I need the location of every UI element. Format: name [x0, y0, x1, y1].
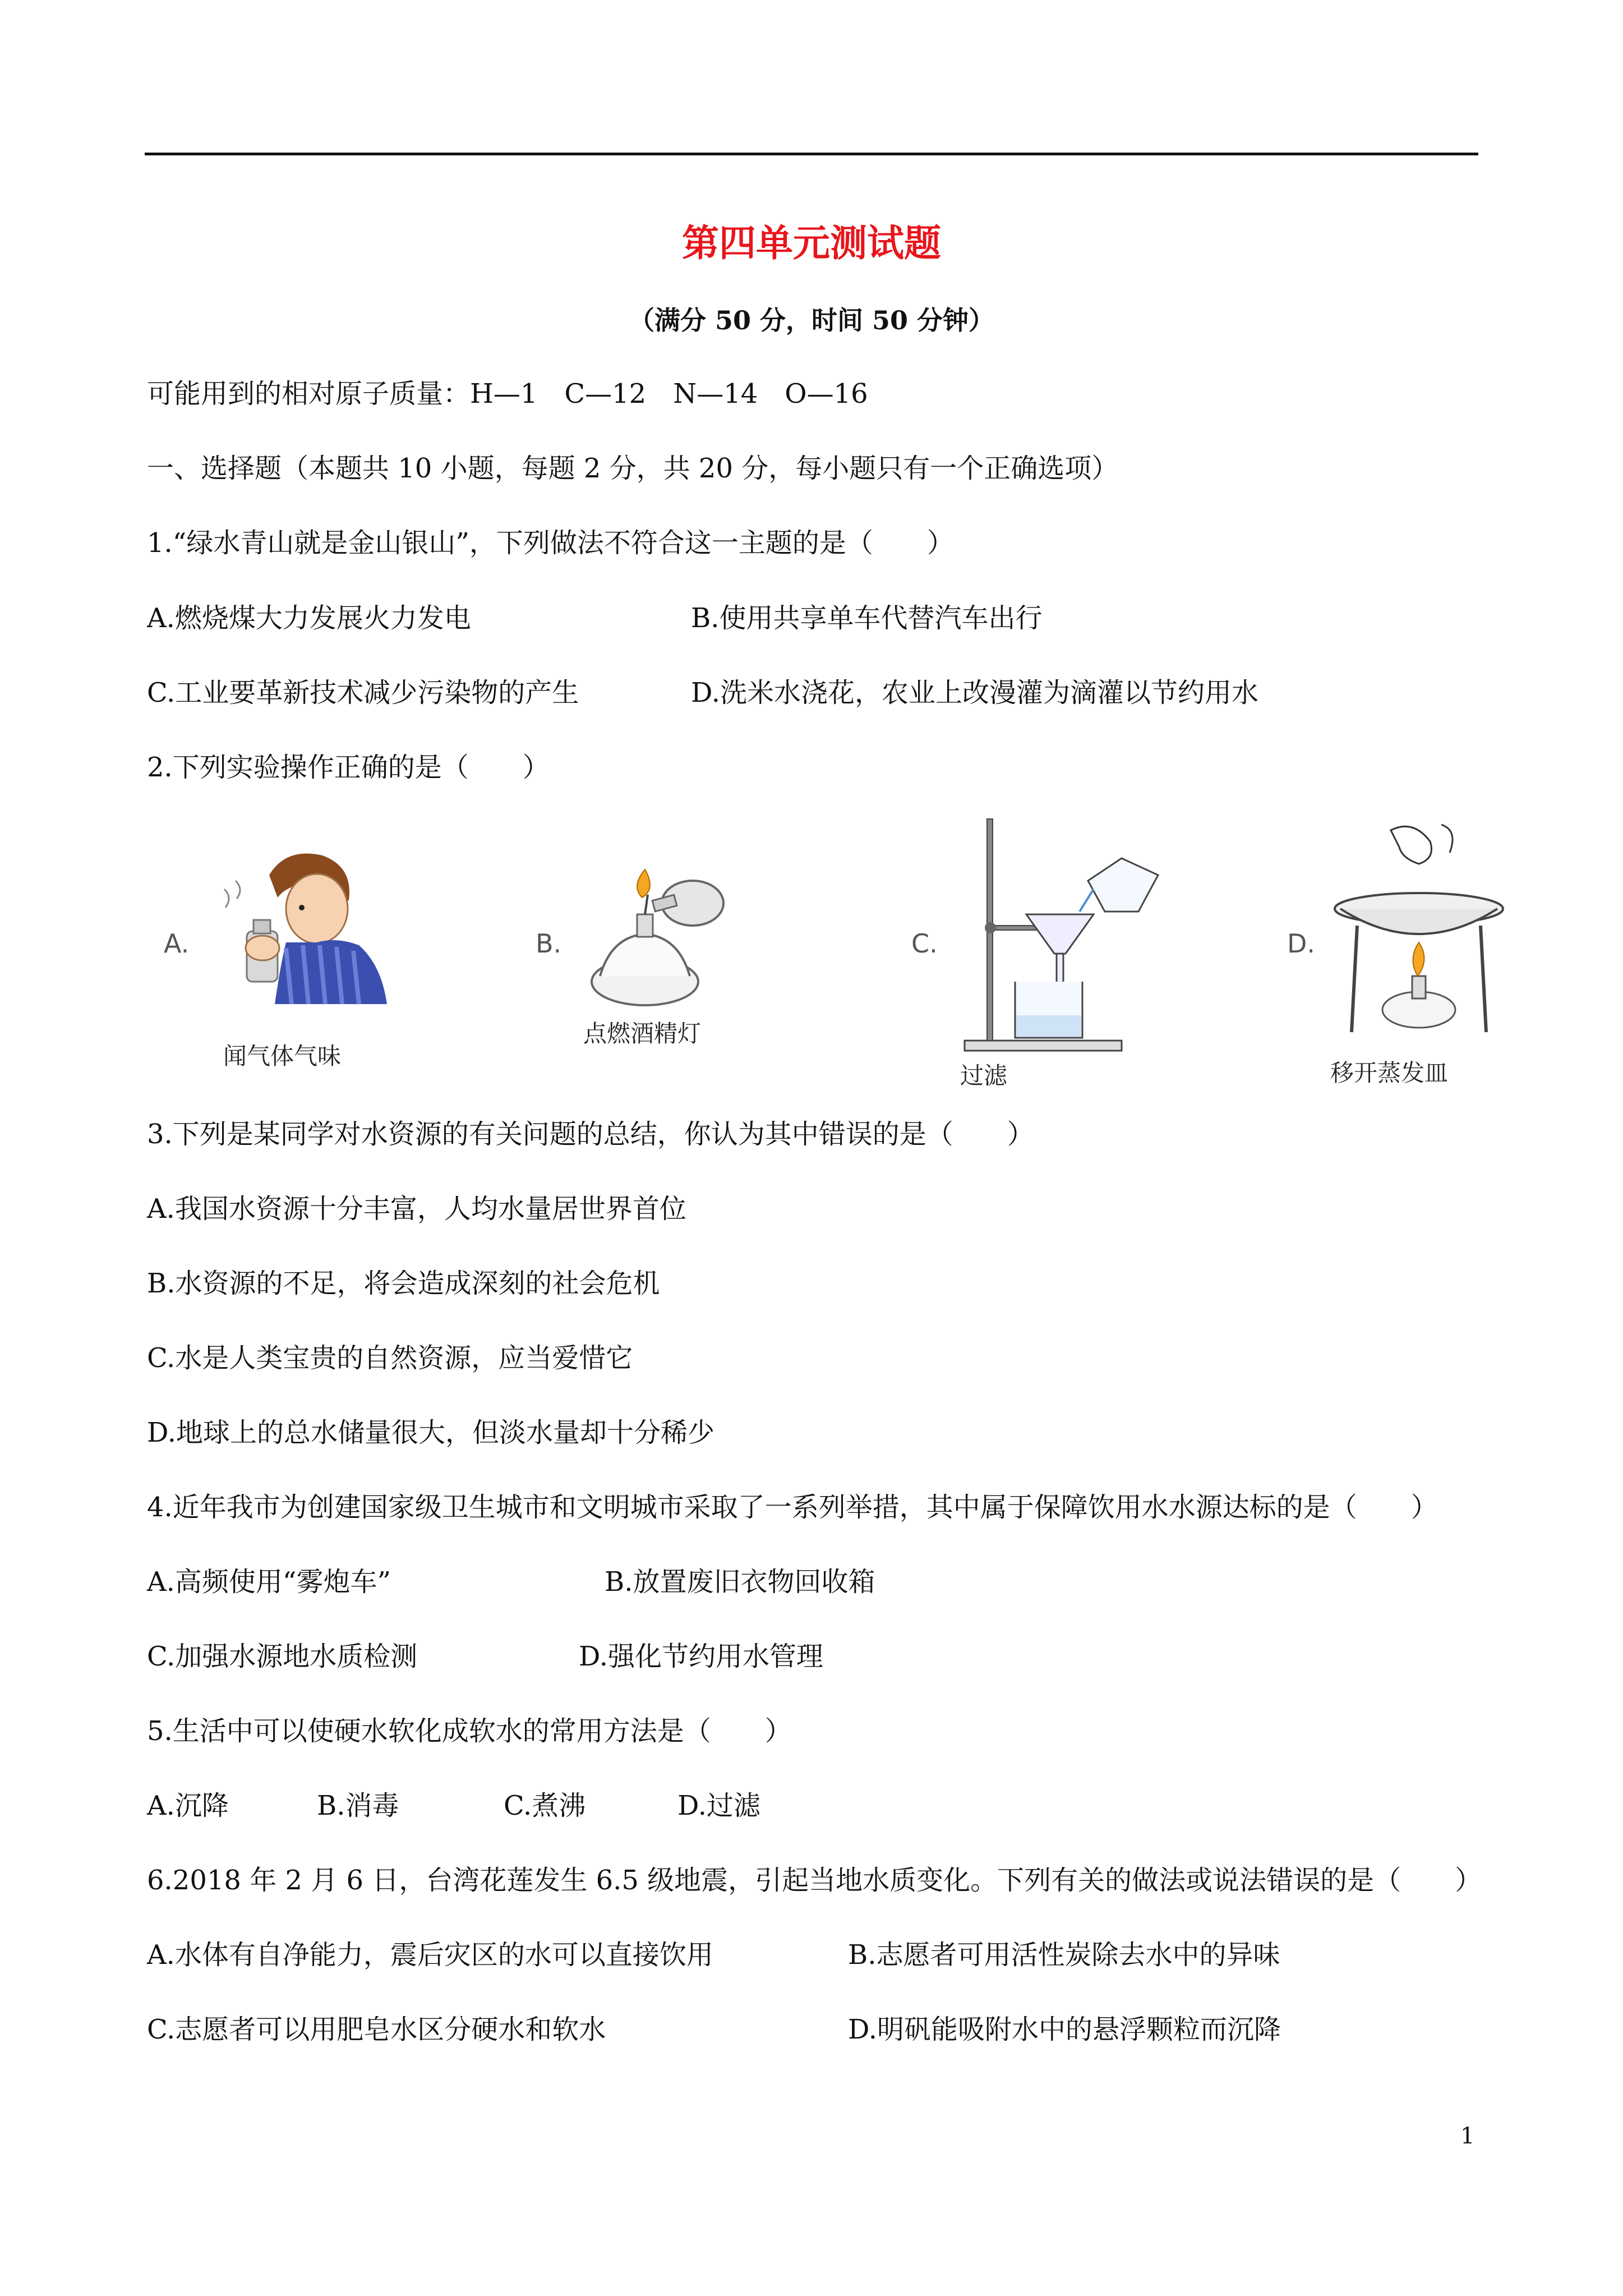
q6-option-b: B.志愿者可用活性炭除去水中的异味 — [848, 1939, 1280, 1971]
q5-option-a: A.沉降 — [147, 1790, 229, 1821]
q6-stem: 6.2018 年 2 月 6 日，台湾花莲发生 6.5 级地震，引起当地水质变化。下列有关的做法或说法错误的是（ ） — [147, 1865, 1482, 1896]
page-subtitle: （满分 50 分，时间 50 分钟） — [628, 305, 995, 335]
q1-option-c: C.工业要革新技术减少污染物的产生 — [147, 677, 579, 708]
atomic-masses: 可能用到的相对原子质量：H—1 C—12 N—14 O—16 — [147, 378, 868, 409]
q5-option-b: B.消毒 — [317, 1790, 399, 1821]
figure-d-caption: 移开蒸发皿 — [1330, 1059, 1449, 1087]
q5-option-d: D.过滤 — [677, 1790, 761, 1821]
q1-option-b: B.使用共享单车代替汽车出行 — [691, 602, 1043, 634]
figure-c-caption: 过滤 — [960, 1062, 1008, 1089]
figure-b-caption: 点燃酒精灯 — [583, 1020, 702, 1047]
q4-option-d: D.强化节约用水管理 — [579, 1641, 824, 1672]
figure-b-letter: B. — [536, 928, 562, 959]
figure-c-letter: C. — [911, 928, 938, 959]
figure-d-letter: D. — [1287, 928, 1316, 959]
q1-stem: 1.“绿水青山就是金山银山”，下列做法不符合这一主题的是（ ） — [147, 527, 954, 559]
figure-a-smell-gas — [202, 836, 393, 1040]
q4-stem: 4.近年我市为创建国家级卫生城市和文明城市采取了一系列举措，其中属于保障饮用水水源达标的是（ ） — [147, 1492, 1438, 1523]
section-heading: 一、选择题（本题共 10 小题，每题 2 分，共 20 分，每小题只有一个正确选项） — [147, 453, 1119, 484]
q2-stem: 2.下列实验操作正确的是（ ） — [147, 752, 550, 783]
q3-option-c: C.水是人类宝贵的自然资源，应当爱惜它 — [147, 1342, 633, 1374]
page-title: 第四单元测试题 — [682, 222, 941, 265]
q4-option-c: C.加强水源地水质检测 — [147, 1641, 418, 1672]
figure-a-caption: 闻气体气味 — [223, 1042, 342, 1070]
header-rule — [145, 153, 1478, 155]
q3-stem: 3.下列是某同学对水资源的有关问题的总结，你认为其中错误的是（ ） — [147, 1119, 1034, 1150]
figure-b-alcohol-lamp — [578, 853, 746, 1023]
filtration-apparatus-illustration — [953, 813, 1189, 1060]
q4-option-b: B.放置废旧衣物回收箱 — [605, 1566, 875, 1598]
figure-d-evaporating-dish — [1329, 819, 1509, 1057]
q5-stem: 5.生活中可以使硬水软化成软水的常用方法是（ ） — [147, 1715, 792, 1747]
figure-a-letter: A. — [164, 928, 190, 959]
q3-option-b: B.水资源的不足，将会造成深刻的社会危机 — [147, 1268, 660, 1299]
q4-option-a: A.高频使用“雾炮车” — [147, 1566, 391, 1598]
q5-option-c: C.煮沸 — [504, 1790, 586, 1821]
q6-option-d: D.明矾能吸附水中的悬浮颗粒而沉降 — [848, 2014, 1281, 2045]
alcohol-lamp-illustration — [578, 853, 746, 1021]
evaporating-dish-illustration — [1329, 819, 1509, 1055]
page-number: 1 — [1460, 2123, 1475, 2149]
q1-option-a: A.燃烧煤大力发展火力发电 — [147, 602, 471, 634]
q6-option-c: C.志愿者可以用肥皂水区分硬水和软水 — [147, 2014, 606, 2045]
q3-option-a: A.我国水资源十分丰富，人均水量居世界首位 — [147, 1193, 686, 1225]
q1-option-d: D.洗米水浇花，农业上改漫灌为滴灌以节约用水 — [691, 677, 1259, 708]
q3-option-d: D.地球上的总水储量很大，但淡水量却十分稀少 — [147, 1417, 715, 1448]
figure-c-filtration — [953, 813, 1189, 1062]
boy-smelling-illustration — [202, 836, 393, 1038]
q6-option-a: A.水体有自净能力，震后灾区的水可以直接饮用 — [147, 1939, 713, 1971]
